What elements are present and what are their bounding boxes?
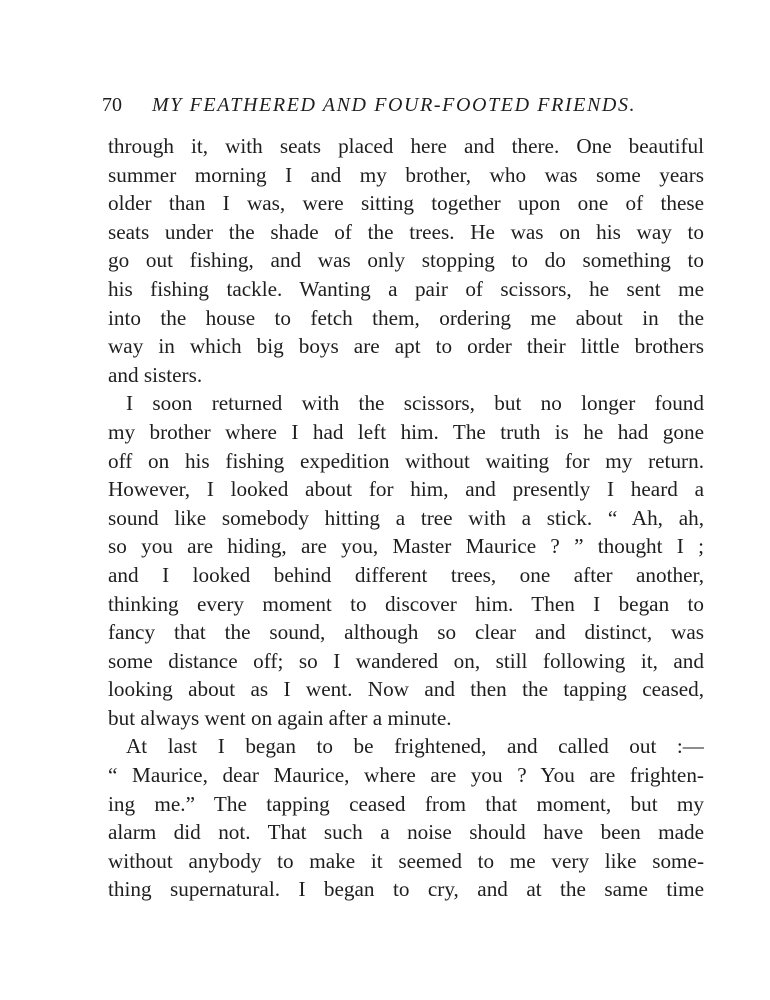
text-line: his fishing tackle. Wanting a pair of scissors, he sent me bbox=[108, 276, 704, 301]
text-line: through it, with seats placed here and there. One beautiful bbox=[108, 134, 704, 158]
text-line: summer morning I and my brother, who was some years bbox=[108, 162, 704, 187]
body-text bbox=[108, 132, 704, 904]
text-line: some distance off; so I wandered on, still following it, and bbox=[108, 648, 704, 673]
paragraph-first-line: I soon returned with the scissors, but no longer found bbox=[126, 391, 704, 416]
text-line: thinking every moment to discover him. Then I began to bbox=[108, 591, 704, 616]
text-line: but always went on again after a minute. bbox=[108, 705, 452, 730]
text-line: fancy that the sound, although so clear and distinct, was bbox=[108, 620, 704, 645]
text-line: However, I looked about for him, and presently I heard a bbox=[108, 477, 704, 502]
text-line: so you are hiding, are you, Master Maurice ? ” thought I ; bbox=[108, 534, 704, 559]
text-line: and I looked behind different trees, one after another, bbox=[108, 562, 704, 587]
page-number: 70 bbox=[102, 94, 122, 116]
text-line: “ Maurice, dear Maurice, where are you ? You are frighten- bbox=[108, 763, 704, 788]
text-line: my brother where I had left him. The truth is he had gone bbox=[108, 419, 704, 444]
text-line: alarm did not. That such a noise should have been made bbox=[108, 820, 704, 845]
running-title: MY FEATHERED AND FOUR-FOOTED FRIENDS. bbox=[152, 94, 637, 116]
text-line: sound like somebody hitting a tree with a stick. “ Ah, ah, bbox=[108, 505, 704, 530]
text-line: thing supernatural. I began to cry, and at the same time bbox=[108, 877, 704, 902]
paragraph-first-line: At last I began to be frightened, and called out :— bbox=[126, 734, 704, 759]
text-line: looking about as I went. Now and then the tapping ceased, bbox=[108, 677, 704, 702]
text-line: without anybody to make it seemed to me very like some- bbox=[108, 848, 704, 873]
text-line: older than I was, were sitting together upon one of these bbox=[108, 191, 704, 216]
text-line: seats under the shade of the trees. He was on his way to bbox=[108, 219, 704, 244]
text-line: go out fishing, and was only stopping to do something to bbox=[108, 248, 704, 273]
text-line: off on his fishing expedition without waiting for my return. bbox=[108, 448, 704, 473]
text-line: and sisters. bbox=[108, 362, 203, 387]
text-line: into the house to fetch them, ordering me about in the bbox=[108, 305, 704, 330]
text-line: way in which big boys are apt to order their little brothers bbox=[108, 334, 704, 359]
text-line: ing me.” The tapping ceased from that moment, but my bbox=[108, 791, 704, 816]
running-head bbox=[102, 90, 662, 120]
